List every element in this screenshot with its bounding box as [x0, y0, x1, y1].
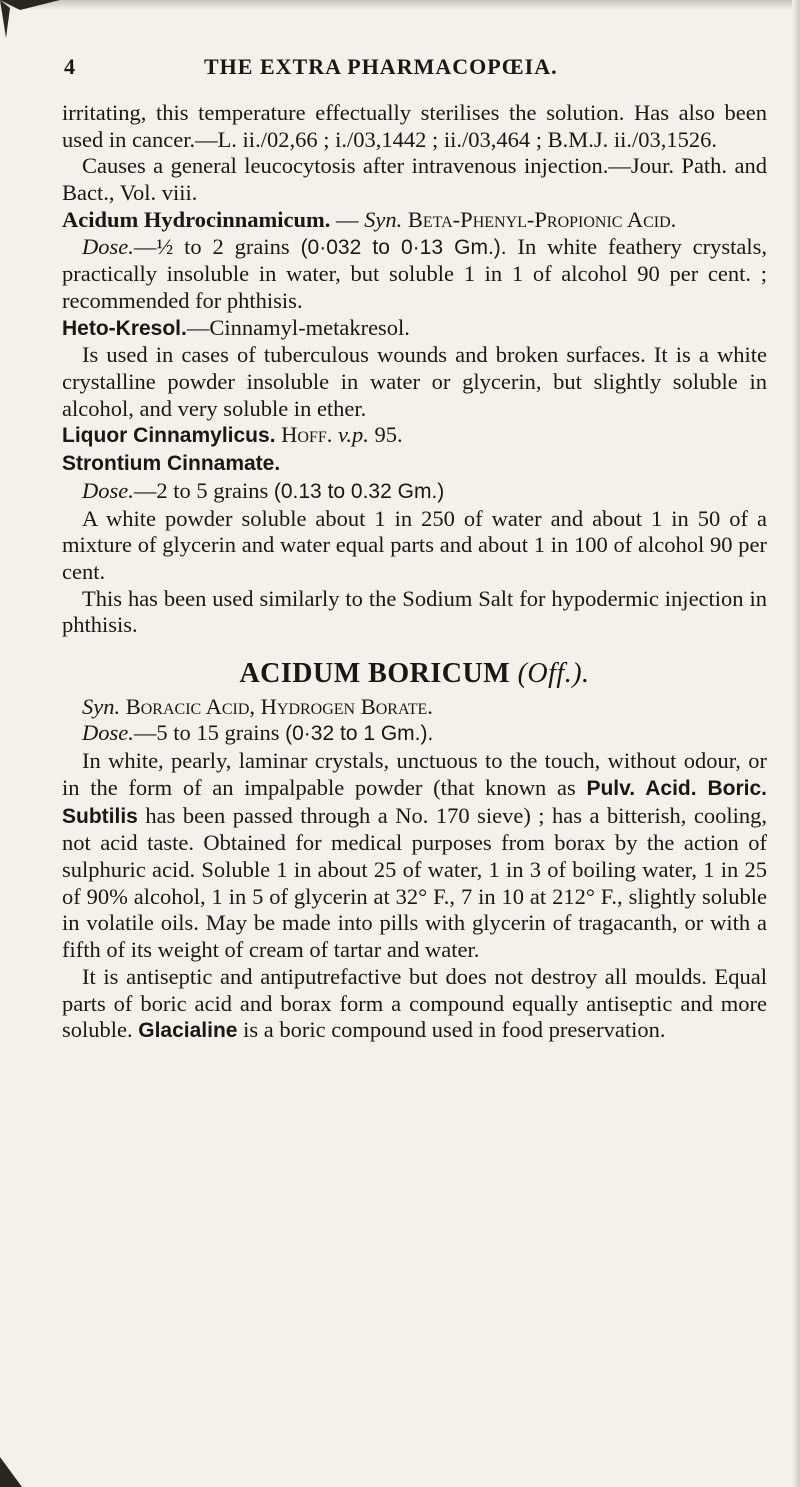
paragraph: This has been used similarly to the Sodium Salt for hypodermic injection in phthisis. — [62, 585, 767, 638]
heading-text: ACIDUM BORICUM — [239, 658, 511, 690]
entry-text: —Cinnamyl-metakresol. — [186, 314, 410, 340]
paragraph — [62, 964, 767, 1045]
entry-title: Strontium Cinnamate. — [62, 452, 281, 476]
ref-number: 95. — [368, 422, 403, 448]
bold-term: Glacialine — [138, 1019, 238, 1043]
dose-text: In white feathery crystals, practically insoluble in water, but soluble 1 in 1 of alcohol 90 per cent. ; recommended for phthisis. — [62, 233, 767, 313]
dose-paragraph — [62, 478, 767, 506]
dose-label: Dose. — [82, 720, 134, 746]
page-corner-bottom — [0, 1457, 50, 1487]
paragraph: Causes a general leucocytosis after intravenous injection.—Jour. Path. and Bact., Vol. viii. — [62, 153, 767, 206]
dose-metric: (0·32 to 1 Gm.). — [285, 722, 434, 746]
syn-paragraph — [62, 694, 767, 721]
page-number: 4 — [64, 54, 76, 79]
dose-paragraph — [62, 720, 767, 748]
paragraph — [62, 748, 767, 964]
running-title: THE EXTRA PHARMACOPŒIA. — [204, 54, 558, 79]
dose-label: Dose. — [82, 233, 134, 259]
running-head — [64, 54, 770, 84]
dash: — — [330, 206, 365, 232]
entry-title: Heto-Kresol. — [62, 316, 187, 340]
dose-metric: (0·032 to 0·13 Gm.). — [300, 235, 507, 259]
entry-title: Liquor Cinnamylicus. — [62, 424, 276, 448]
dose-metric: (0.13 to 0.32 Gm.) — [273, 479, 445, 503]
text-run: has been passed through a No. 170 sieve) ; has a bitterish, cooling, not acid taste. Obtained for medical purposes from borax by the action of sulphuric acid. Soluble 1 in about 25 of water, 1 in 3 of boiling water, 1 in 25 of 90% alcohol, 1 in 5 of glycerin at 32° F., 7 in 10 at 212° F., slightly soluble in volatile oils. May be made into pills with glycerin of tragacanth, or with a fifth of its weight of cream of tartar and water. — [62, 802, 767, 963]
heading-official: (Off.). — [510, 658, 590, 690]
paragraph: Is used in cases of tuberculous wounds and broken surfaces. It is a white crystalline powder insoluble in water or glycerin, but slightly soluble in alcohol, and very soluble in ether. — [62, 342, 767, 421]
text-run: It is antiseptic and antiputrefactive but does not destroy all moulds. Equal parts of boric acid and borax form a compound equally antiseptic and more soluble. — [62, 963, 767, 1043]
ref-author: Hoff. — [275, 422, 339, 448]
entry-acidum-hydrocinnamicum — [62, 207, 767, 234]
dose-text: —2 to 5 grains — [133, 477, 274, 503]
dose-paragraph — [62, 234, 767, 315]
syn-value: Beta-Phenyl-Propionic Acid. — [402, 206, 677, 232]
page-top-edge — [0, 0, 800, 10]
page-corner-fold — [0, 0, 60, 40]
syn-label: Syn. — [364, 206, 403, 232]
entry-heto-kresol — [62, 315, 767, 343]
text-run: is a boric compound used in food preservation. — [237, 1017, 666, 1043]
syn-label: Syn. — [82, 693, 121, 719]
syn-value: Boracic Acid, Hydrogen Borate. — [120, 693, 433, 719]
text-run: In white, pearly, laminar crystals, unctuous to the touch, without odour, or in the form of an impalpable powder (that known as — [62, 748, 767, 800]
entry-strontium-cinnamate — [62, 450, 767, 478]
paragraph: irritating, this temperature effectually sterilises the solution. Has also been used in cancer.—L. ii./02,66 ; i./03,1442 ; ii./03,464 ; B.M.J. ii./03,1526. — [62, 100, 767, 152]
section-heading — [62, 658, 767, 690]
dose-label: Dose. — [82, 477, 134, 503]
entry-title: Acidum Hydrocinnamicum. — [62, 206, 331, 232]
page-body — [62, 100, 767, 1045]
page-right-edge — [792, 0, 800, 1487]
ref-abbr: v.p. — [338, 422, 369, 448]
dose-amount: —½ to 2 grains — [133, 233, 301, 259]
dose-text: —5 to 15 grains — [133, 720, 286, 746]
bold-term: Pulv. Acid. Boric. Subtilis — [62, 776, 768, 828]
paragraph: A white powder soluble about 1 in 250 of water and about 1 in 50 of a mixture of glycerin and water equal parts and about 1 in 100 of alcohol 90 per cent. — [62, 505, 767, 584]
entry-liquor-cinnamylicus — [62, 422, 767, 450]
